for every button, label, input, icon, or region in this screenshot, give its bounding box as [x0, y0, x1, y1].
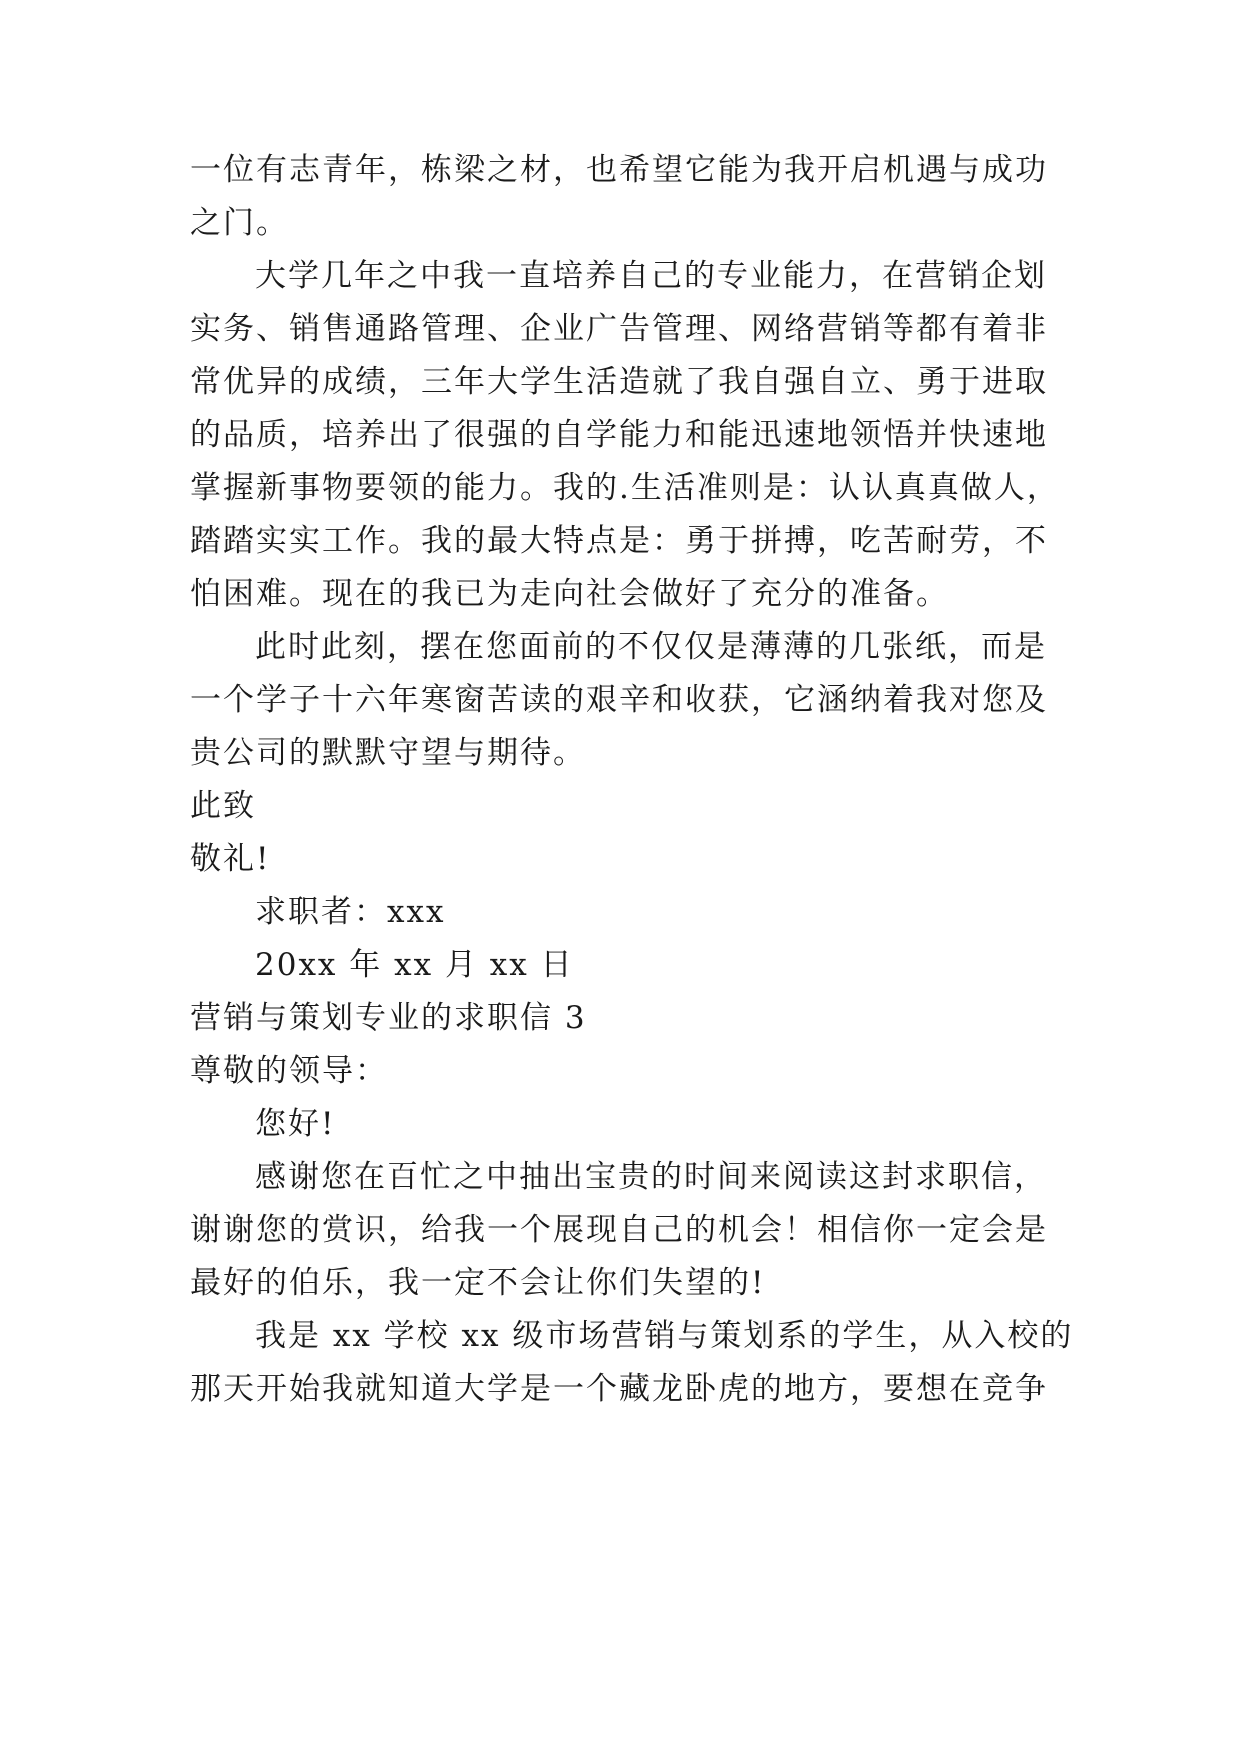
text-line: 之门。 [190, 205, 289, 241]
text-line: 踏踏实实工作。我的最大特点是：勇于拼搏，吃苦耐劳，不 [190, 523, 1048, 559]
text-line: 掌握新事物要领的能力。我的.生活准则是：认认真真做人， [190, 470, 1060, 506]
letter-date: 20xx 年 xx 月 xx 日 [255, 947, 574, 983]
text-line: 的品质，培养出了很强的自学能力和能迅速地领悟并快速地 [190, 417, 1048, 453]
section-title: 营销与策划专业的求职信 3 [190, 1000, 587, 1036]
paragraph-first-line: 大学几年之中我一直培养自己的专业能力，在营销企划 [255, 258, 1047, 294]
closing-regards: 敬礼! [190, 841, 271, 877]
text-line: 实务、销售通路管理、企业广告管理、网络营销等都有着非 [190, 311, 1048, 347]
applicant-signature: 求职者：xxx [255, 894, 446, 930]
text-line: 最好的伯乐，我一定不会让你们失望的! [190, 1265, 766, 1301]
closing-salutation: 此致 [190, 788, 256, 824]
text-line: 一个学子十六年寒窗苦读的艰辛和收获，它涵纳着我对您及 [190, 682, 1048, 718]
paragraph-first-line: 此时此刻，摆在您面前的不仅仅是薄薄的几张纸，而是 [255, 629, 1047, 665]
text-line: 贵公司的默默守望与期待。 [190, 735, 586, 771]
text-line: 一位有志青年，栋梁之材，也希望它能为我开启机遇与成功 [190, 152, 1048, 188]
greeting-hello: 您好! [255, 1106, 336, 1142]
paragraph-first-line: 感谢您在百忙之中抽出宝贵的时间来阅读这封求职信， [255, 1159, 1047, 1195]
text-line: 那天开始我就知道大学是一个藏龙卧虎的地方，要想在竞争 [190, 1371, 1048, 1407]
text-line: 怕困难。现在的我已为走向社会做好了充分的准备。 [190, 576, 949, 612]
paragraph-first-line: 我是 xx 学校 xx 级市场营销与策划系的学生，从入校的 [255, 1318, 1074, 1354]
text-line: 常优异的成绩，三年大学生活造就了我自强自立、勇于进取 [190, 364, 1048, 400]
greeting: 尊敬的领导： [190, 1053, 388, 1089]
text-line: 谢谢您的赏识，给我一个展现自己的机会！相信你一定会是 [190, 1212, 1048, 1248]
